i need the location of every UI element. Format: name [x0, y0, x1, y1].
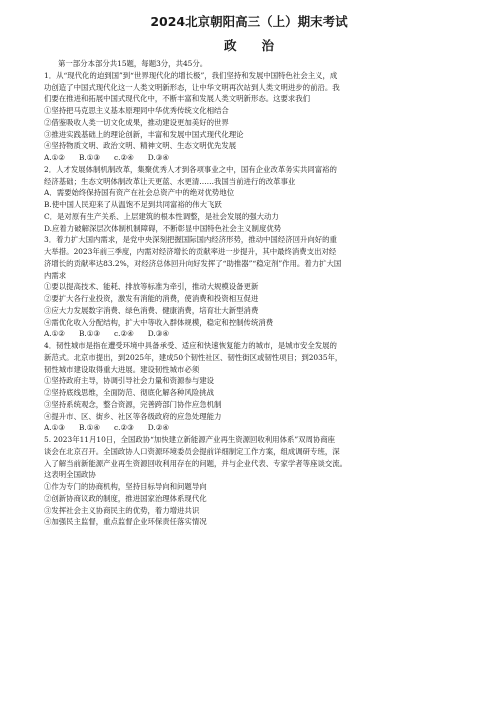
option-line: ②创新协商议政的制度，推进国家治理体系现代化 — [44, 493, 207, 503]
option-line: C．是对原有生产关系、上层建筑的根本性调整，是社会发展的强大动力 — [44, 211, 279, 221]
option-line: ③坚持系统观念，整合资源，完善跨部门协作应急机制 — [44, 399, 222, 409]
option-line: ④需优化收入分配结构，扩大中等收入群体规模，稳定和控制传统消费 — [44, 317, 274, 327]
choice-d: D.③④ — [147, 153, 170, 162]
option-line: ①坚持把马克思主义基本原理同中华优秀传统文化相结合 — [44, 106, 229, 115]
exam-title: 2024北京朝阳高三（上）期末考试 — [150, 14, 348, 29]
option-line: ③应大力发展数字消费、绿色消费、健康消费，培育壮大新型消费 — [44, 305, 259, 315]
question-stem-line: 经济基础；生态文明体制改革让天更蓝、水更清……我国当前进行的改革事业 — [44, 176, 296, 186]
question-3 — [44, 234, 454, 340]
option-line: ①要以提高技术、能耗、排放等标准为牵引，推动大规模设备更新 — [44, 282, 259, 292]
question-4 — [44, 340, 454, 434]
question-stem-line: 大举措。2023年前三季度，内需对经济增长的贡献率进一步提升，其中最终消费支出对经 — [44, 247, 337, 256]
exam-subject: 政 治 — [223, 38, 274, 53]
question-2 — [44, 164, 454, 235]
question-5 — [44, 434, 454, 528]
option-line: ②要扩大各行业投资，激发有消能的消费，使消费和投资相互促进 — [44, 294, 259, 303]
option-line: ④坚持物质文明、政治文明、精神文明、生态文明优先发展 — [44, 141, 237, 151]
question-stem-line: 新范式。北京市提出，到2025年，建成50个韧性社区、韧性街区或韧性项目；到2035年， — [44, 352, 343, 362]
answer-choices — [44, 328, 454, 340]
choice-c: c.②④ — [114, 329, 134, 339]
choice-a: A.①② — [44, 329, 65, 339]
question-stem-line: 济增长的贡献率达83.2%，对经济总体回升向好发挥了“助推器”“稳定剂”作用。着力扩大国 — [44, 258, 342, 268]
question-stem-line: 5. 2023年11月10日，全国政协“加快建立新能源产业再生资源回收利用体系”双周协商座 — [44, 435, 336, 444]
answer-choices — [44, 422, 454, 434]
question-stem-line: 内需求 — [44, 270, 67, 280]
answer-choices — [44, 152, 454, 164]
choice-a: A.①② — [44, 153, 65, 162]
option-line: ③推进实践基础上的理论创新，丰富和发展中国式现代化理论 — [44, 129, 244, 139]
option-line: ③发挥社会主义协商民主的优势，着力增进共识 — [44, 505, 200, 515]
option-line: ②借鉴吸收人类一切文化成果，推动建设更加美好的世界 — [44, 117, 229, 127]
question-stem-line: 1．从“现代化的迫到国”到“世界现代化的增长极”，我们坚持和发展中国特色社会主义，成 — [44, 70, 338, 80]
choice-a: A.①③ — [44, 423, 65, 433]
choice-b: B.①③ — [78, 153, 100, 162]
choice-d: D.③④ — [147, 329, 170, 339]
option-line: ①作为专门的协商机构，坚持目标导向和问题导向 — [44, 482, 207, 491]
option-line: ④加强民主监督，重点监督企业环保责任落实情况 — [44, 517, 207, 527]
option-line: ②坚持底线思维，全面防范、彻底化解各种风险挑战 — [44, 388, 214, 397]
choice-c: c.②④ — [114, 153, 134, 162]
question-stem-line: 们要在推进和拓展中国式现代化中，不断丰富和发展人类文明新形态。这要求我们 — [44, 94, 311, 104]
question-stem-line: 入了解当前新能源产业再生资源回收利用存在的问题，并与企业代表、专家学者等座谈交流。 — [44, 458, 348, 468]
option-line: ①坚持政府主导，协调引导社会力量和资源参与建设 — [44, 376, 214, 386]
choice-c: c.②③ — [114, 423, 134, 433]
section-intro: 第一部分本部分共15题，每题3分，共45分。 — [58, 59, 208, 68]
option-line: A．需要始终保持国有资产在社会总资产中的绝对优势地位 — [44, 188, 235, 198]
question-stem-line: 4．韧性城市是指在遭受环境中具备承受、适应和快速恢复能力的城市，是城市安全发展的 — [44, 341, 337, 350]
option-line: B.使中国人民迎来了从温饱不足到共同富裕的伟大飞跃 — [44, 200, 222, 209]
question-1 — [44, 70, 454, 164]
question-stem-line: 3．着力扩大国内需求，是党中央深刻把握国际国内经济形势，推动中国经济回升向好的重 — [44, 235, 337, 245]
option-line: ④提升市、区、街乡、社区等各级政府的应急处理能力 — [44, 411, 222, 421]
question-stem-line: 谈会在北京召开。全国政协人口资源环境委员会提前详细制定工作方案，组成调研专班，深 — [44, 446, 340, 456]
question-stem-line: 韧性城市建设取得重大进展。建设韧性城市必须 — [44, 364, 200, 374]
choice-b: B.①③ — [78, 329, 100, 339]
question-stem-line: 功创造了中国式现代化这一人类文明新形态，让中华文明再次站到人类文明进步的前沿。我 — [44, 82, 340, 92]
choice-b: B.①④ — [78, 423, 100, 433]
question-stem-line: 2．人才发展体制机制改革，集聚优秀人才到各项事业之中，国有企业改革务实共同富裕的 — [44, 164, 337, 174]
option-line: D.应着力破解深层次体制机制障碍，不断彰显中国特色社会主义制度优势 — [44, 223, 282, 233]
question-stem-line: 这表明全国政协 — [44, 470, 96, 480]
choice-d: D.②④ — [147, 423, 170, 433]
